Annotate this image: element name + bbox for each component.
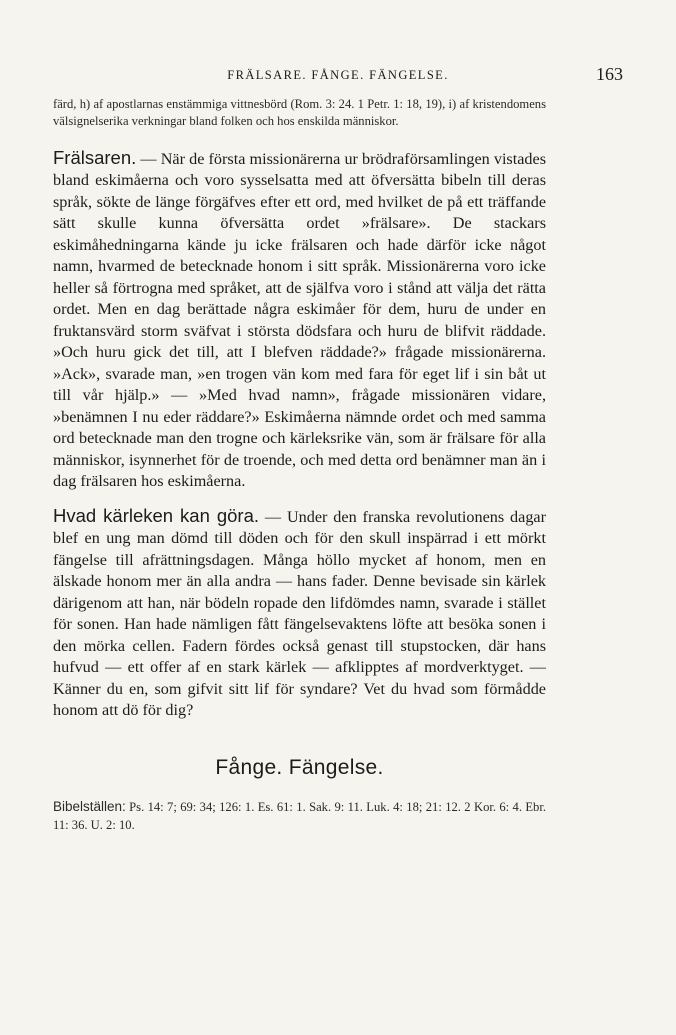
bibelstallen-refs: Ps. 14: 7; 69: 34; 126: 1. Es. 61: 1. Sak. 9: 11. Luk. 4: 18; 21: 12. 2 Kor. 6: 4. Ebr. 11: 36. U. 2: 10. — [53, 799, 546, 832]
section-title: Fånge. Fängelse. — [215, 755, 384, 779]
page-header — [53, 64, 623, 88]
intro-paragraph: färd, h) af apostlarnas enstämmiga vittnesbörd (Rom. 3: 24. 1 Petr. 1: 18, 19), i) af kristendomens välsignelserika verkningar bland folken och hos enskilda människor. — [53, 97, 546, 129]
page-number: 163 — [596, 64, 623, 84]
fralsaren-heading: Frälsaren. — [53, 146, 137, 168]
page-content — [53, 96, 546, 846]
bibelstallen-label: Bibelställen: — [53, 798, 126, 814]
fralsaren-body: — När de första missionärerna ur brödraförsamlingen vistades bland eskimåerna och voro sysselsatta med att öfversätta bibeln till deras språk, sökte de länge förgäfves efter ett ord, med hvilket de på ett träffande sätt skulle kunna öfversätta ordet »frälsare». De stackars eskimåhedningarna kände ju icke frälsaren och hade därför icke något namn, hvarmed de betecknade honom i sitt språk. Missionärerna voro icke heller så förtrogna med språket, att de själfva voro i stånd att välja det rätta ordet. Men en dag berättade några eskimåer för dem, huru de under en fruktansvärd storm sväfvat i största dödsfara och huru de blifvit räddade. »Och huru gick det till, att I blefven räddade?» frågade missionärerna. »Ack», svarade man, »en trogen vän kom med fara för eget lif i sin båt ut till vår hjälp.» — »Med hvad namn», frågade missionären vidare, »benämnen I nu eder räddare?» Eskimåerna nämnde ordet och med samma ord betecknade man den trogne och kärleksrike vän, som är frälsare för alla människor, isynnerhet för de troende, och med detta ord benämner man än i dag frälsaren hos eskimåerna. — [53, 149, 546, 491]
bibelstallen-paragraph — [53, 798, 546, 834]
running-title: FRÄLSARE. FÅNGE. FÄNGELSE. — [227, 68, 449, 82]
karleken-heading: Hvad kärleken kan göra. — [53, 504, 260, 526]
karleken-body: — Under den franska revolutionens dagar blef en ung man dömd till döden och för den skull inspärrad i ett mörkt fängelse till afrättningsdagen. Många höllo mycket af honom, men en älskade honom mer än alla andra — hans fader. Denne bevisade sin kärlek därigenom att han, när bödeln ropade den lifdömdes namn, svarade i stället för sonen. Han hade nämligen fått fängelsevaktens löfte att besöka sonen i den mörka cellen. Fadern fördes också genast till stupstocken, där hans hufvud — ett offer af en stark kärlek — afklipptes af mordverktyget. — Känner du en, som gifvit sitt lif för syndare? Vet du hvad som förmådde honom att dö för dig? — [53, 507, 547, 720]
karleken-paragraph — [53, 505, 546, 722]
fralsaren-paragraph — [53, 147, 546, 493]
